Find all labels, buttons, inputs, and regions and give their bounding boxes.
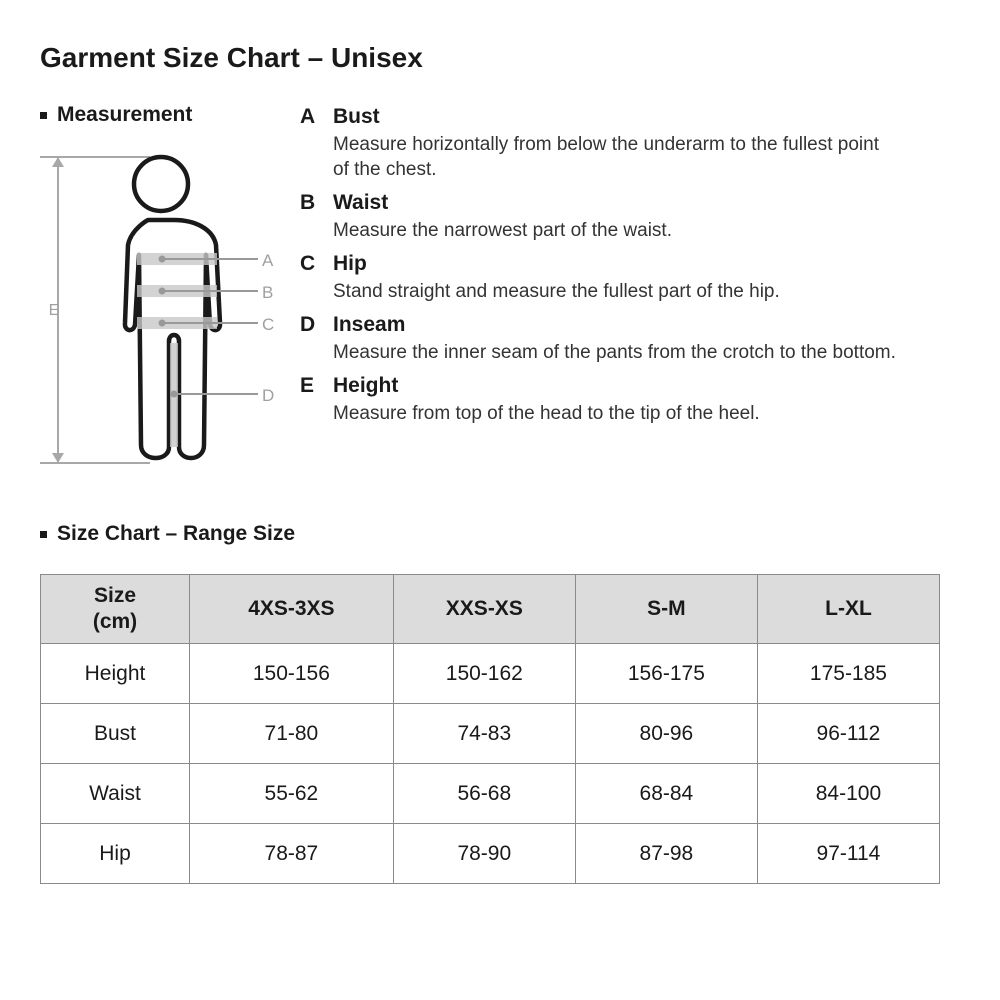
definition-letter: C: [300, 252, 316, 275]
table-row-hip: [41, 824, 940, 884]
definition-height: [300, 371, 990, 426]
figure-head: [134, 157, 188, 211]
row-label: Height: [41, 644, 190, 704]
table-header-row: [41, 575, 940, 644]
table-cell: 74-83: [393, 704, 575, 764]
definition-letter: E: [300, 374, 315, 397]
definition-bust: [300, 102, 990, 182]
figure-label-d: D: [262, 386, 275, 405]
table-row-height: [41, 644, 940, 704]
table-cell: 87-98: [575, 824, 757, 884]
table-cell: 97-114: [757, 824, 939, 884]
height-top-arrow: [52, 157, 64, 167]
header-xxs-xs: XXS-XS: [393, 575, 575, 644]
row-label: Waist: [41, 764, 190, 824]
size-chart-table: [40, 574, 940, 884]
description-line: Stand straight and measure the fullest part of the hip.: [333, 281, 780, 302]
measurement-label-text: Measurement: [57, 103, 193, 126]
table-cell: 80-96: [575, 704, 757, 764]
definition-name: Inseam: [333, 313, 406, 336]
definition-description: [300, 132, 990, 182]
header-s-m: S-M: [575, 575, 757, 644]
figure-label-c: C: [262, 315, 275, 334]
size-chart-label-text: Size Chart – Range Size: [57, 522, 296, 545]
row-label: Hip: [41, 824, 190, 884]
table-cell: 78-90: [393, 824, 575, 884]
table-cell: 56-68: [393, 764, 575, 824]
definition-letter: D: [300, 313, 316, 336]
definition-description: [300, 340, 990, 365]
table-row-bust: [41, 704, 940, 764]
definition-description: [300, 401, 990, 426]
description-line: Measure the inner seam of the pants from the crotch to the bottom.: [333, 342, 896, 363]
definition-name: Waist: [333, 191, 389, 214]
definition-inseam: [300, 310, 990, 365]
definition-name: Height: [333, 374, 399, 397]
description-line: of the chest.: [333, 159, 437, 180]
definition-name: Bust: [333, 105, 380, 128]
table-cell: 156-175: [575, 644, 757, 704]
table-cell: 68-84: [575, 764, 757, 824]
definition-letter: B: [300, 191, 316, 214]
figure-label-a: A: [262, 251, 274, 270]
table-cell: 71-80: [190, 704, 394, 764]
height-bottom-arrow: [52, 453, 64, 463]
table-cell: 150-162: [393, 644, 575, 704]
bullet-icon: [40, 531, 47, 538]
definition-hip: [300, 249, 990, 304]
body-measurement-figure: [30, 145, 290, 475]
table-cell: 96-112: [757, 704, 939, 764]
description-line: Measure from top of the head to the tip of the heel.: [333, 403, 760, 424]
page-title: Garment Size Chart – Unisex: [40, 42, 423, 73]
bullet-icon: [40, 112, 47, 119]
description-line: Measure horizontally from below the underarm to the fullest point: [333, 134, 879, 155]
definition-letter: A: [300, 105, 316, 128]
definition-waist: [300, 188, 990, 243]
figure-label-e: E: [48, 302, 60, 319]
figure-label-b: B: [262, 283, 274, 302]
table-cell: 150-156: [190, 644, 394, 704]
measurement-definitions: [300, 102, 990, 432]
header-size-cm: [41, 575, 190, 644]
size-chart-section-label: [40, 522, 295, 546]
description-line: Measure the narrowest part of the waist.: [333, 220, 672, 241]
table-cell: 175-185: [757, 644, 939, 704]
header-unit-line: (cm): [92, 610, 138, 633]
table-row-waist: [41, 764, 940, 824]
definition-description: [300, 279, 990, 304]
measurement-section-label: [40, 103, 192, 127]
table-cell: 84-100: [757, 764, 939, 824]
table-cell: 78-87: [190, 824, 394, 884]
header-size-line: Size: [93, 584, 137, 607]
table-cell: 55-62: [190, 764, 394, 824]
header-l-xl: L-XL: [757, 575, 939, 644]
header-4xs-3xs: 4XS-3XS: [190, 575, 394, 644]
definition-name: Hip: [333, 252, 367, 275]
definition-description: [300, 218, 990, 243]
row-label: Bust: [41, 704, 190, 764]
